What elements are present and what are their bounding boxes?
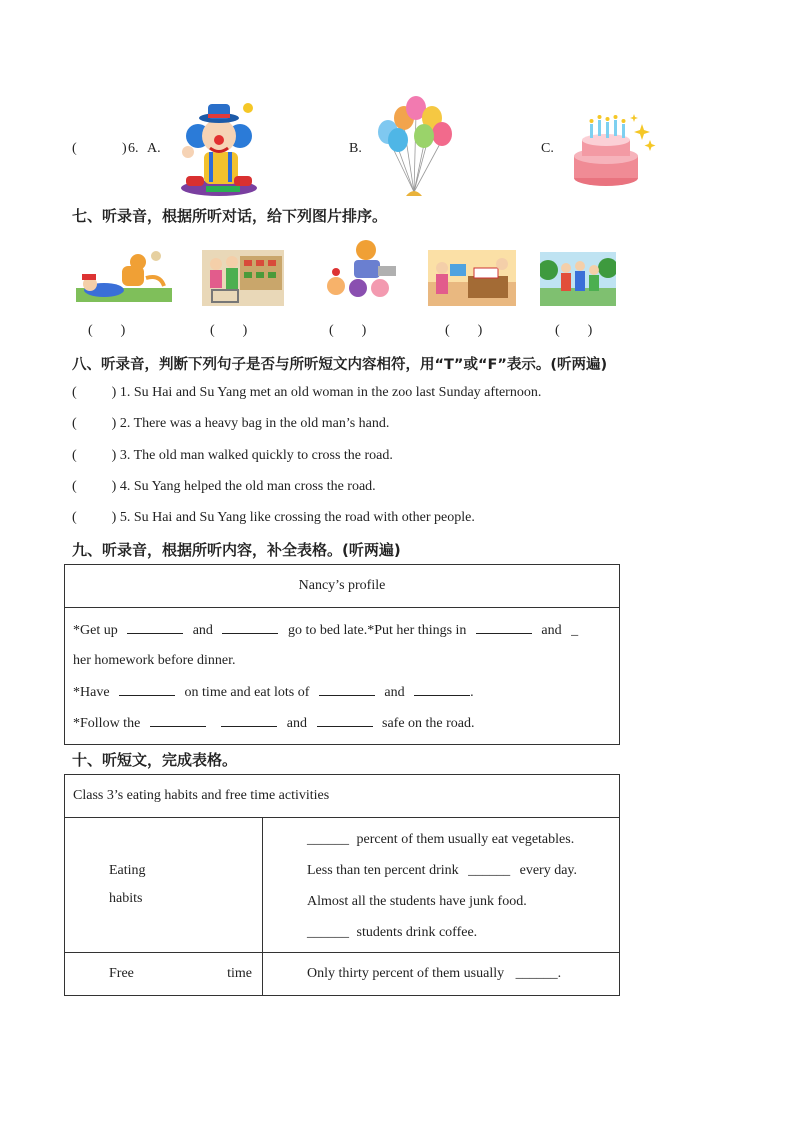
habit-line-4: ______ students drink coffee. (307, 925, 478, 940)
free-time-label-cell: Free time (65, 953, 263, 996)
blank[interactable] (119, 684, 175, 696)
hikers-in-forest-picture (540, 252, 616, 306)
sec7-answer-2[interactable]: ( ) (210, 323, 248, 338)
fallen-boy-with-cat-picture (76, 244, 172, 306)
family-shopping-picture (202, 250, 284, 306)
blank[interactable] (221, 715, 277, 727)
section-7-title: 七、听录音，根据所听对话，给下列图片排序。 (72, 207, 388, 225)
blank[interactable] (476, 622, 532, 634)
sec8-item-4[interactable]: ( ) 4. Su Yang helped the old man cross the road. (72, 479, 376, 494)
q6-option-a: A. (147, 141, 161, 156)
sec7-answer-5[interactable]: ( ) (555, 323, 593, 338)
clown-picture (176, 100, 262, 198)
balloons-picture (374, 96, 456, 200)
blank[interactable] (150, 715, 206, 727)
habit-line-3: Almost all the students have junk food. (307, 894, 527, 909)
section-10-title: 十、听短文，完成表格。 (72, 751, 238, 769)
sec7-answer-4[interactable]: ( ) (445, 323, 483, 338)
q6-answer-space[interactable] (80, 141, 120, 157)
free-time-content-cell: Only thirty percent of them usually ______. (263, 953, 620, 996)
sec8-item-5[interactable]: ( ) 5. Su Hai and Su Yang like crossing the road with other people. (72, 510, 475, 525)
class3-habits-table (64, 774, 620, 996)
q6-option-c: C. (541, 141, 554, 156)
q6-paren-open: ( (72, 141, 77, 156)
blank[interactable] (414, 684, 470, 696)
sec8-item-2[interactable]: ( ) 2. There was a heavy bag in the old man’s hand. (72, 416, 390, 431)
habit-line-2: Less than ten percent drink ______ every day. (307, 863, 578, 878)
eating-habits-content-cell (263, 818, 620, 953)
q6-paren-close: ) (122, 141, 127, 156)
q6-option-b: B. (349, 141, 362, 156)
nancy-profile-title (65, 565, 620, 608)
sec7-answer-3[interactable]: ( ) (329, 323, 367, 338)
blank[interactable] (319, 684, 375, 696)
nancy-profile-table (64, 564, 620, 745)
birthday-cake-picture (570, 112, 656, 188)
profile-line-2: her homework before dinner. (73, 653, 236, 668)
nancy-profile-title-text: Nancy’s profile (298, 578, 386, 593)
habit-line-1: ______ percent of them usually eat vegetables. (307, 832, 575, 847)
sec7-answer-1[interactable]: ( ) (88, 323, 126, 338)
kids-at-desk-picture (428, 250, 516, 306)
section-8-title: 八、听录音，判断下列句子是否与所听短文内容相符，用“T”或“F”表示。(听两遍) (72, 357, 608, 373)
profile-line-3: *Have on time and eat lots of and . (73, 685, 474, 700)
nancy-profile-body (65, 608, 620, 745)
cat-and-animals-picture (322, 236, 398, 302)
blank[interactable] (222, 622, 278, 634)
profile-line-4: *Follow the and safe on the road. (73, 716, 475, 731)
blank[interactable] (127, 622, 183, 634)
section-9-title: 九、听录音，根据所听内容，补全表格。(听两遍) (72, 541, 401, 559)
sec8-item-1[interactable]: ( ) 1. Su Hai and Su Yang met an old woman in the zoo last Sunday afternoon. (72, 385, 542, 400)
eating-habits-label-cell: Eating habits (65, 818, 263, 953)
sec8-item-3[interactable]: ( ) 3. The old man walked quickly to cross the road. (72, 448, 393, 463)
profile-line-1: *Get up and go to bed late.*Put her things in and _ (73, 623, 579, 638)
q6-number: 6. (128, 141, 139, 156)
blank[interactable] (317, 715, 373, 727)
class3-table-title: Class 3’s eating habits and free time activities (65, 775, 620, 818)
